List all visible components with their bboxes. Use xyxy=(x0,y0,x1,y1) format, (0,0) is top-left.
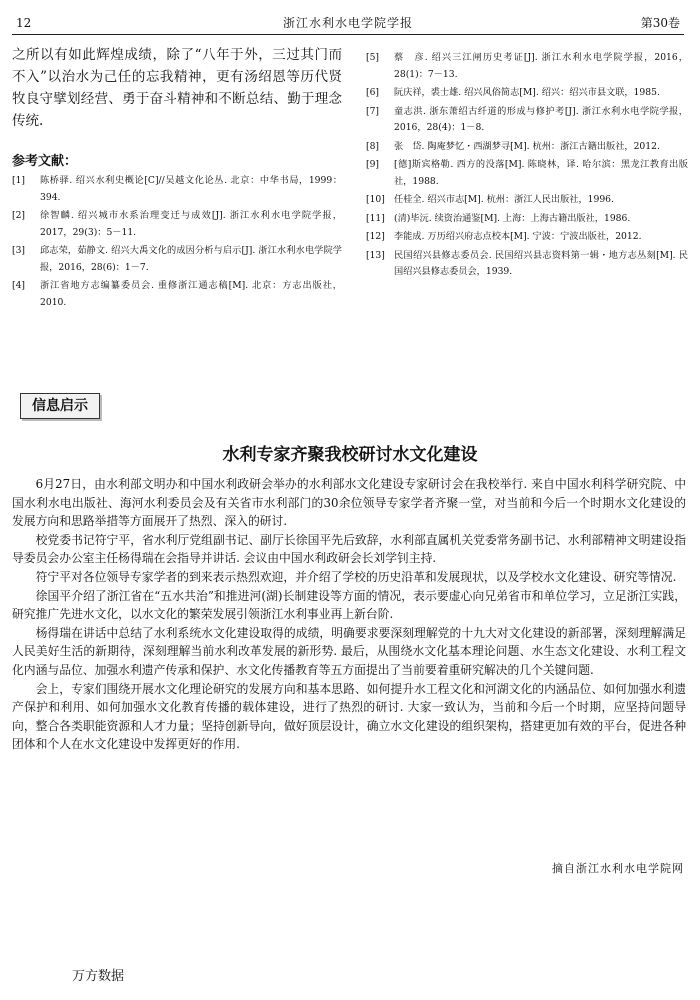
reference-text: 李能成. 万历绍兴府志点校本[M]. 宁波：宁波出版社，2012. xyxy=(394,231,642,242)
reference-text: [德]斯宾格勒. 西方的没落[M]. 陈晓林，译. 哈尔滨：黑龙江教育出版社，1988. xyxy=(394,159,688,187)
page-header xyxy=(12,12,684,35)
reference-index: [10] xyxy=(366,194,385,205)
wanfang-logo: 万方数据 xyxy=(72,969,125,984)
reference-text: 徐智麟. 绍兴城市水系治理变迁与成效[J]. 浙江水利水电学院学报，2017，29(3)：5－11. xyxy=(40,210,342,238)
reference-item xyxy=(366,229,688,246)
reference-text: 蔡 彦. 绍兴三江闸历史考证[J]. 浙江水利水电学院学报，2016，28(1)：7－13. xyxy=(394,52,688,80)
left-column xyxy=(12,44,342,313)
reference-index: [1] xyxy=(12,175,26,186)
reference-index: [7] xyxy=(366,105,380,117)
reference-text: 童志洪. 浙东萧绍古纤道的形成与修护考[J]. 浙江水利水电学院学报，2016，28(4)：1－8. xyxy=(394,105,688,133)
references-list-left xyxy=(12,173,342,311)
reference-item xyxy=(12,208,342,241)
reference-item xyxy=(366,104,688,137)
reference-text: 民国绍兴县修志委员会. 民国绍兴县志资料第一辑・地方志丛刻[M]. 民国绍兴县修志委员会，1939. xyxy=(394,249,688,277)
reference-text: 浙江省地方志编纂委员会. 重修浙江通志稿[M]. 北京：方志出版社，2010. xyxy=(40,280,342,308)
reference-text: 陈桥驿. 绍兴水利史概论[C]//吴越文化论丛. 北京：中华书局，1999：394. xyxy=(40,175,342,203)
reference-item xyxy=(366,211,688,228)
article-paragraph: 6月27日，由水利部文明办和中国水利政研会举办的水利部水文化建设专家研讨会在我校举行. 来自中国水利科学研究院、中国水利水电出版社、海河水利委员会及有关省市水利部门的30余位领导专家学者齐聚一堂，对当前和今后一个时期水文化建设的发展方向和思路举措等方面展开了热烈、深入的研讨. xyxy=(12,477,686,529)
reference-index: [6] xyxy=(366,87,380,98)
reference-index: [4] xyxy=(12,280,26,291)
references-heading: 参考文献： xyxy=(12,154,78,169)
issue-label: 第30卷 xyxy=(640,16,680,30)
article-source: 摘自浙江水利水电学院网 xyxy=(552,862,684,875)
reference-item xyxy=(12,243,342,276)
reference-item xyxy=(366,192,688,209)
reference-item xyxy=(366,139,688,156)
reference-index: [2] xyxy=(12,210,26,221)
reference-index: [12] xyxy=(366,231,385,242)
reference-index: [9] xyxy=(366,159,380,170)
reference-index: [13] xyxy=(366,249,385,261)
section-badge: 信息启示 xyxy=(20,393,100,419)
article-paragraph: 符宁平对各位领导专家学者的到来表示热烈欢迎，并介绍了学校的历史沿革和发展现状，以及学校水文化建设、研究等情况. xyxy=(35,569,677,584)
reference-item xyxy=(12,173,342,206)
reference-index: [5] xyxy=(366,52,380,63)
reference-text: 张 岱. 陶庵梦忆・西湖梦寻[M]. 杭州：浙江古籍出版社，2012. xyxy=(394,140,660,152)
reference-index: [11] xyxy=(366,212,385,224)
reference-item xyxy=(366,50,688,83)
reference-text: 任桂全. 绍兴市志[M]. 杭州：浙江人民出版社，1996. xyxy=(394,194,614,205)
article-paragraph: 校党委书记符宁平，省水利厅党组副书记、副厅长徐国平先后致辞，水利部直属机关党委常务副书记、水利部精神文明建设指导委员会办公室主任杨得瑞在会指导并讲话. 会议由中国水利政研会长刘学钊主持. xyxy=(12,532,686,566)
reference-item xyxy=(366,248,688,281)
page-number: 12 xyxy=(16,16,32,30)
reference-text: 阮庆祥，裘士雄. 绍兴风俗简志[M]. 绍兴：绍兴市县文联，1985. xyxy=(394,87,660,98)
reference-item xyxy=(12,278,342,311)
references-list-right xyxy=(366,50,688,283)
reference-index: [8] xyxy=(366,140,380,152)
reference-index: [3] xyxy=(12,245,26,256)
reference-item xyxy=(366,157,688,190)
article-paragraph: 会上，专家们围绕开展水文化理论研究的发展方向和基本思路、如何提升水工程文化和河湖文化的内涵品位、如何加强水利遗产保护和利用、如何加强水文化教育传播的载体建设，进行了热烈的研讨. 大家一致认为，当前和今后一个时期，应坚持问题导向，整合各类职能资源和人才力量；坚持创新导向，做好顶层设计，确立水文化建设的组织架构，搭建更加有效的平台，促进各种团体和个人在水文化建设中发挥更好的作用. xyxy=(12,681,686,752)
reference-text: (清)毕沅. 续资治通鉴[M]. 上海：上海古籍出版社，1986. xyxy=(394,212,631,224)
reference-text: 邱志荣，茹静文. 绍兴大禹文化的成因分析与启示[J]. 浙江水利水电学院学报，2016，28(6)：1－7. xyxy=(40,245,342,273)
article-paragraph: 杨得瑞在讲话中总结了水利系统水文化建设取得的成绩，明确要求要深刻理解党的十九大对文化建设的新部署，深刻理解满足人民美好生活的新期待，深刻理解当前水利改革发展的新形势. 最后，从围绕水文化基本理论问题、水生态文化建设、水利工程文化内涵与品位、加强水利遗产传承和保护、水文化传播教育等五方面提出了当前要着重研究解决的几个关键问题. xyxy=(12,625,686,677)
article-title: 水利专家齐聚我校研讨水文化建设 xyxy=(222,445,478,465)
article-body xyxy=(12,475,686,754)
intro-paragraph: 之所以有如此辉煌成绩，除了“八年于外，三过其门而不入”以治水为己任的忘我精神，更有汤绍恩等历代贤牧良守擘划经营、勇于奋斗精神和不断总结、勤于理念传统. xyxy=(12,47,342,129)
journal-title: 浙江水利水电学院学报 xyxy=(282,16,413,30)
reference-item xyxy=(366,85,688,102)
article-paragraph: 徐国平介绍了浙江省在“五水共治”和推进河(湖)长制建设等方面的情况，表示要虚心向兄弟省市和单位学习，立足浙江实践，研究推广先进水文化，以水文化的繁荣发展引领浙江水利事业再上新台阶. xyxy=(12,588,686,622)
